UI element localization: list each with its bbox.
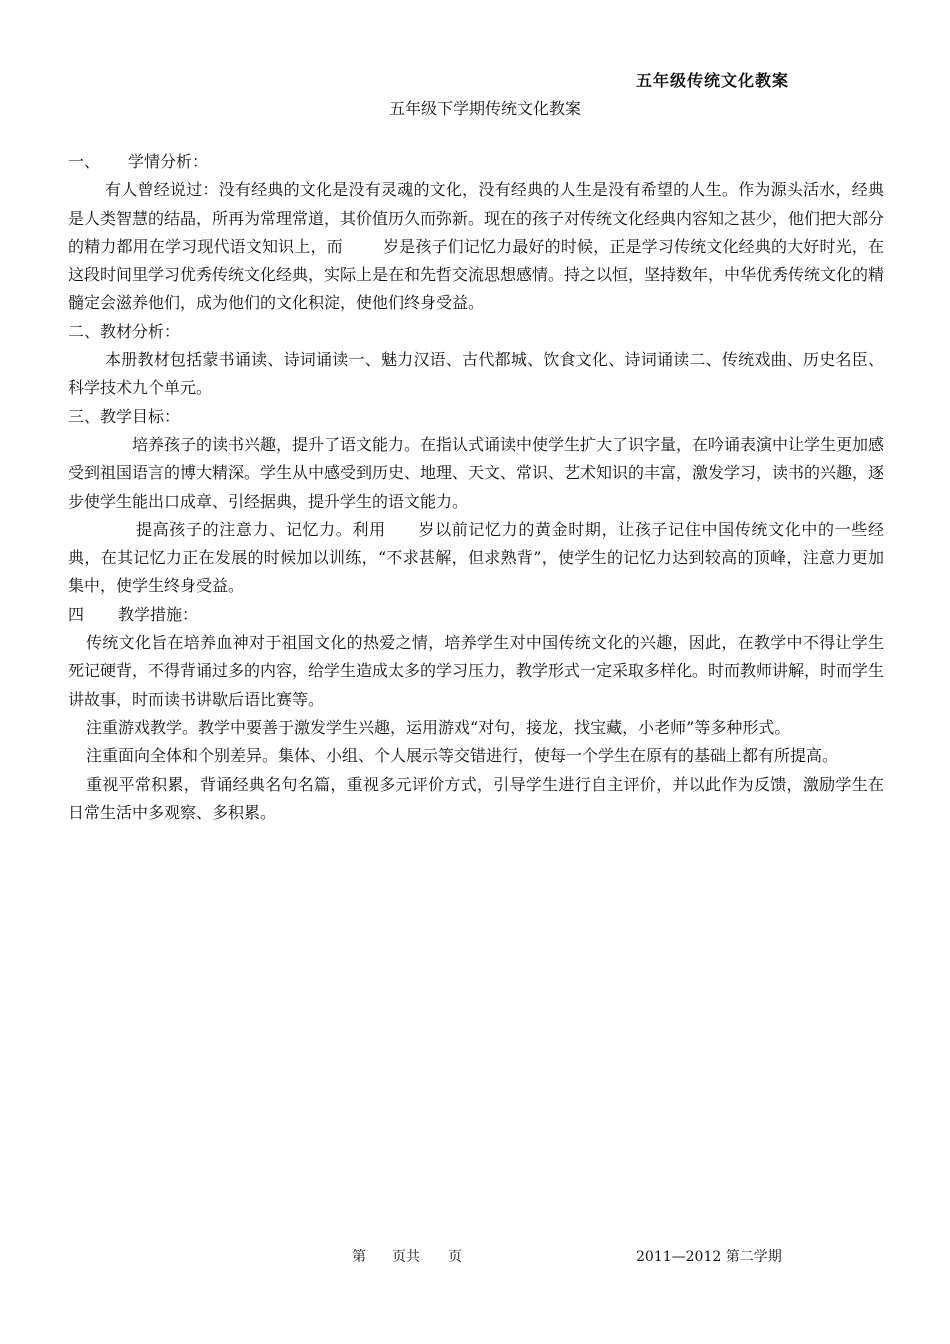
section-heading-4 bbox=[68, 601, 884, 629]
document-body bbox=[68, 148, 884, 827]
section-heading-3: 三、教学目标： bbox=[68, 406, 181, 426]
section-heading-1 bbox=[68, 148, 884, 176]
footer-term: 2011—2012 第二学期 bbox=[636, 1249, 782, 1265]
section-heading-4-number: 四 bbox=[68, 604, 85, 624]
paragraph-measure-individual-differences: 注重面向全体和个别差异。集体、小组、个人展示等交错进行，使每一个学生在原有的基础上都有所提高。 bbox=[86, 746, 839, 766]
paragraph-textbook-analysis: 本册教材包括蒙书诵读、诗词诵读一、魅力汉语、古代都城、饮食文化、诗词诵读二、传统戏曲、历史名臣、科学技术九个单元。 bbox=[68, 350, 884, 398]
paragraph-measure-accumulation: 重视平常积累，背诵经典名句名篇，重视多元评价方式，引导学生进行自主评价，并以此作为反馈，激励学生在日常生活中多观察、多积累。 bbox=[68, 774, 884, 822]
footer-page-label-3: 页 bbox=[448, 1249, 462, 1265]
section-heading-4-text: 教学措施： bbox=[118, 604, 199, 624]
paragraph-goal-memory-part-1: 提高孩子的注意力、记忆力。利用 bbox=[136, 519, 386, 539]
footer-page-label-1: 第 bbox=[352, 1249, 366, 1265]
paragraph-goal-reading-interest: 培养孩子的读书兴趣，提升了语文能力。在指认式诵读中使学生扩大了识字量，在吟诵表演中让学生更加感受到祖国语言的博大精深。学生从中感受到历史、地理、天文、常识、艺术知识的丰富，激发学习，读书的兴趣，逐步使学生能出口成章、引经据典，提升学生的语文能力。 bbox=[68, 434, 885, 511]
footer-page-number bbox=[352, 1246, 462, 1266]
section-heading-2: 二、教材分析： bbox=[68, 321, 181, 341]
paragraph-learning-analysis-part-1: 有人曾经说过：没有经典的文化是没有灵魂的文化，没有经典的人生是没有希望的人生。作为源头活水，经典是人类智慧的结晶，所再为常理常道，其价值历久而弥新。现在的孩子对传统文化经典内容知之甚少，他们把大部分的精力都用在学习现代语文知识上，而 bbox=[68, 180, 885, 256]
section-heading-1-number: 一、 bbox=[68, 152, 101, 171]
header-title: 五年级传统文化教案 bbox=[636, 71, 790, 90]
footer-page-label-2: 页共 bbox=[392, 1249, 420, 1265]
paragraph-measure-diverse-forms: 传统文化旨在培养血神对于祖国文化的热爱之情，培养学生对中国传统文化的兴趣，因此，在教学中不得让学生死记硬背，不得背诵过多的内容，给学生造成太多的学习压力，教学形式一定采取多样化。时而教师讲解，时而学生讲故事，时而读书讲歇后语比赛等。 bbox=[68, 633, 885, 709]
paragraph-goal-memory bbox=[68, 516, 884, 601]
paragraph-learning-analysis bbox=[68, 176, 884, 317]
section-heading-1-text: 学情分析： bbox=[128, 152, 209, 171]
paragraph-learning-analysis-part-2: 岁是孩子们记忆力最好的时候，正是学习传统文化经典的大好时光，在这段时间里学习优秀传统文化经典，实际上是在和先哲交流思想感情。持之以恒，坚持数年，中华优秀传统文化的精髓定会滋养他们，成为他们的文化积淀，使他们终身受益。 bbox=[68, 236, 885, 313]
document-title: 五年级下学期传统文化教案 bbox=[388, 99, 581, 118]
paragraph-measure-game-teaching: 注重游戏教学。教学中要善于激发学生兴趣，运用游戏“对句，接龙，找宝藏，小老师”等多种形式。 bbox=[86, 717, 791, 737]
paragraph-goal-memory-part-2: 岁以前记忆力的黄金时期，让孩子记住中国传统文化中的一些经典，在其记忆力正在发展的时候加以训练，“不求甚解，但求熟背”，使学生的记忆力达到较高的顶峰，注意力更加集中，使学生终身受益。 bbox=[68, 519, 884, 596]
